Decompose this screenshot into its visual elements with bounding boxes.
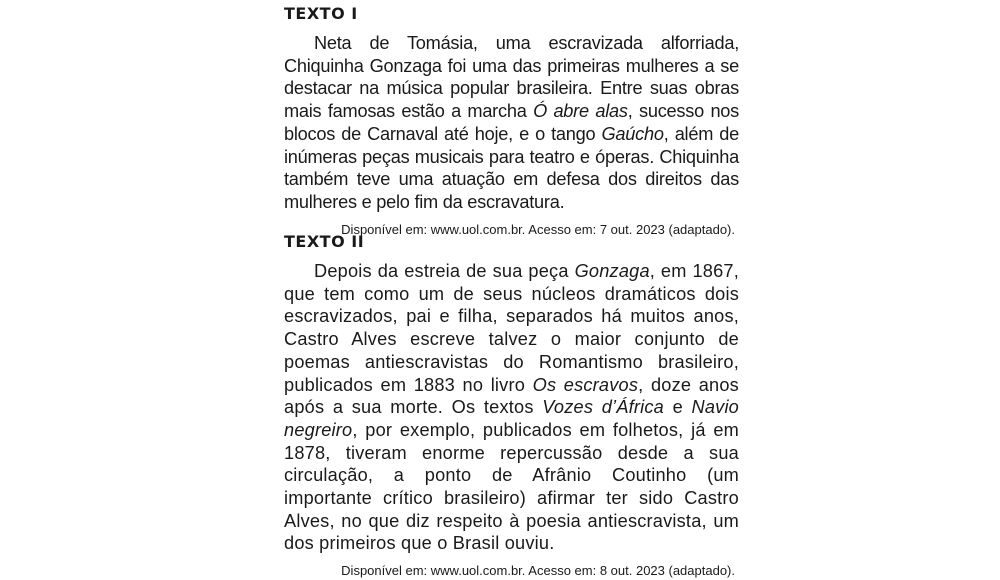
texto-2-source: Disponível em: www.uol.com.br. Acesso em: 8 out. 2023 (adaptado). <box>341 563 735 579</box>
texto-1-work-title: Ó abre alas <box>533 101 628 122</box>
texto-1-source: Disponível em: www.uol.com.br. Acesso em: 7 out. 2023 (adaptado). <box>341 221 735 237</box>
texto-1-text-part: , sucesso nos blocos de Carnaval até hoje, e o tango <box>284 101 740 144</box>
texto-2-work-title: Navio negreiro <box>284 397 739 440</box>
texto-1-text-part: Neta de Tomásia, uma escravizada alforriada, Chiquinha Gonzaga foi uma das primeiras mulheres a se destacar na música popular brasileira. Entre suas obras mais famosas estão a marcha <box>284 33 739 122</box>
texto-1-section <box>284 2 739 239</box>
texto-2-paragraph <box>284 260 739 555</box>
texto-1-work-title: Gaúcho <box>601 123 664 144</box>
texto-1-paragraph <box>284 32 739 214</box>
texto-2-work-title: Os escravos <box>532 374 639 395</box>
texto-2-section <box>284 230 739 580</box>
texto-2-heading: TEXTO II <box>284 232 365 251</box>
texto-1-heading: TEXTO I <box>284 4 358 23</box>
texto-1-text-part: , além de inúmeras peças musicais para teatro e óperas. Chiquinha também teve uma atuação em defesa dos direitos das mulheres e pelo fim da escravatura. <box>284 123 739 212</box>
texto-2-work-title: Gonzaga <box>574 261 650 281</box>
texto-2-text-part: , doze anos após a sua morte. Os textos <box>284 374 739 418</box>
texto-2-text-part: Depois da estreia de sua peça <box>314 261 575 281</box>
texto-2-text-part: , em 1867, que tem como um de seus núcleos dramáticos dois escravizados, pai e filha, separados há muitos anos, Castro Alves escreve talvez o maior conjunto de poemas antiescravistas do Romantismo brasileiro, publicados em 1883 no livro <box>284 261 739 395</box>
texto-2-work-title: Vozes d’África <box>542 397 664 418</box>
texto-2-text-part: , por exemplo, publicados em folhetos, já em 1878, tiveram enorme repercussão desde a sua circulação, a ponto de Afrânio Coutinho (um importante crítico brasileiro) afirmar ter sido Castro Alves, no que diz respeito à poesia antiescravista, um dos primeiros que o Brasil ouviu. <box>284 419 739 554</box>
texto-2-text-part: e <box>663 397 692 418</box>
